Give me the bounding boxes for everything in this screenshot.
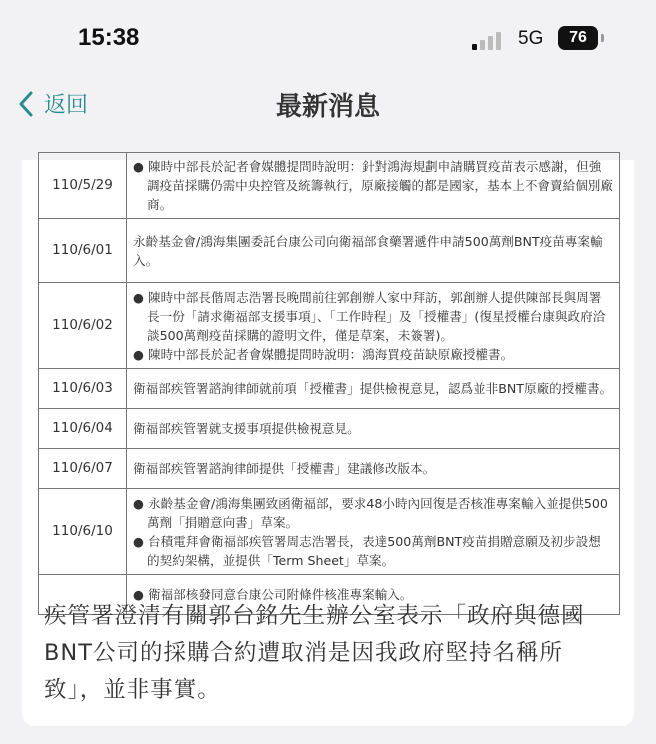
row-item: ● 陳時中部長偕周志浩署長晚間前往郭創辦人家中拜訪，郭創辦人提供陳部長與周署長一份「請求衛福部支援事項」、「工作時程」及「授權書」(復星授權台康與政府洽談500萬劑疫苗採購的證明文件，僅是草案，未簽署)。: [133, 289, 606, 343]
row-date: 110/6/02: [39, 283, 127, 369]
row-content: [127, 489, 620, 575]
row-date: 110/6/07: [39, 449, 127, 489]
row-date: 110/5/29: [39, 153, 127, 219]
row-item: ● 衛福部核發同意台康公司附條件核准專案輸入。: [133, 587, 413, 602]
timeline-table: [38, 152, 620, 615]
page-title: 最新消息: [275, 92, 380, 122]
row-content: [127, 219, 620, 283]
row-content: [127, 369, 620, 409]
table-row: [39, 283, 620, 369]
row-content: [127, 409, 620, 449]
battery-tip: [601, 34, 604, 42]
row-content: [127, 153, 620, 219]
row-item: ● 台積電拜會衛福部疾管署周志浩署長，表達500萬劑BNT疫苗捐贈意願及初步設想的契約架構，並提供「Term Sheet」草案。: [133, 533, 601, 568]
row-item: 衛福部疾管署諮詢律師提供「授權書」建議修改版本。: [133, 461, 436, 476]
row-item: 永齡基金會/鴻海集團委託台康公司向衛福部食藥署遞件申請500萬劑BNT疫苗專案輸入。: [133, 233, 603, 268]
battery-icon: 76: [558, 26, 598, 50]
back-label: 返回: [44, 93, 89, 118]
row-date: 110/6/04: [39, 409, 127, 449]
row-item: ● 永齡基金會/鴻海集團致函衛福部，要求48小時內回復是否核准專案輸入並提供500萬劑「捐贈意向書」草案。: [133, 495, 608, 530]
news-card[interactable]: [22, 160, 634, 726]
row-item: ● 陳時中部長於記者會媒體提問時說明：針對鴻海規劃申請購買疫苗表示感謝，但強調疫苗採購仍需中央控管及統籌執行，原廠接觸的都是國家，基本上不會賣給個別廠商。: [133, 159, 613, 212]
table-row: [39, 449, 620, 489]
signal-icon: [472, 32, 501, 50]
news-caption: 疾管署澄清有關郭台銘先生辦公室表示「政府與德國BNT公司的採購合約遭取消是因我政府堅持名稱所致」，並非事實。: [44, 603, 585, 703]
row-item: 衛福部疾管署就支援事項提供檢視意見。: [133, 421, 360, 436]
row-date: 110/6/03: [39, 369, 127, 409]
row-item: 衛福部疾管署諮詢律師就前項「授權書」提供檢視意見，認爲並非BNT原廠的授權書。: [133, 381, 613, 396]
network-type: 5G: [518, 28, 544, 49]
timeline-image: [22, 159, 634, 602]
table-row: [39, 489, 620, 575]
row-item: ● 陳時中部長於記者會媒體提問時說明：鴻海買疫苗缺原廠授權書。: [133, 346, 514, 362]
row-content: [127, 449, 620, 489]
table-row: [39, 369, 620, 409]
status-time: 15:38: [78, 24, 140, 51]
status-bar: [0, 22, 656, 56]
row-content: [127, 283, 620, 369]
row-date: 110/6/10: [39, 489, 127, 575]
row-date: 110/6/01: [39, 219, 127, 283]
table-row: [39, 409, 620, 449]
table-row: [39, 153, 620, 219]
table-row: [39, 219, 620, 283]
